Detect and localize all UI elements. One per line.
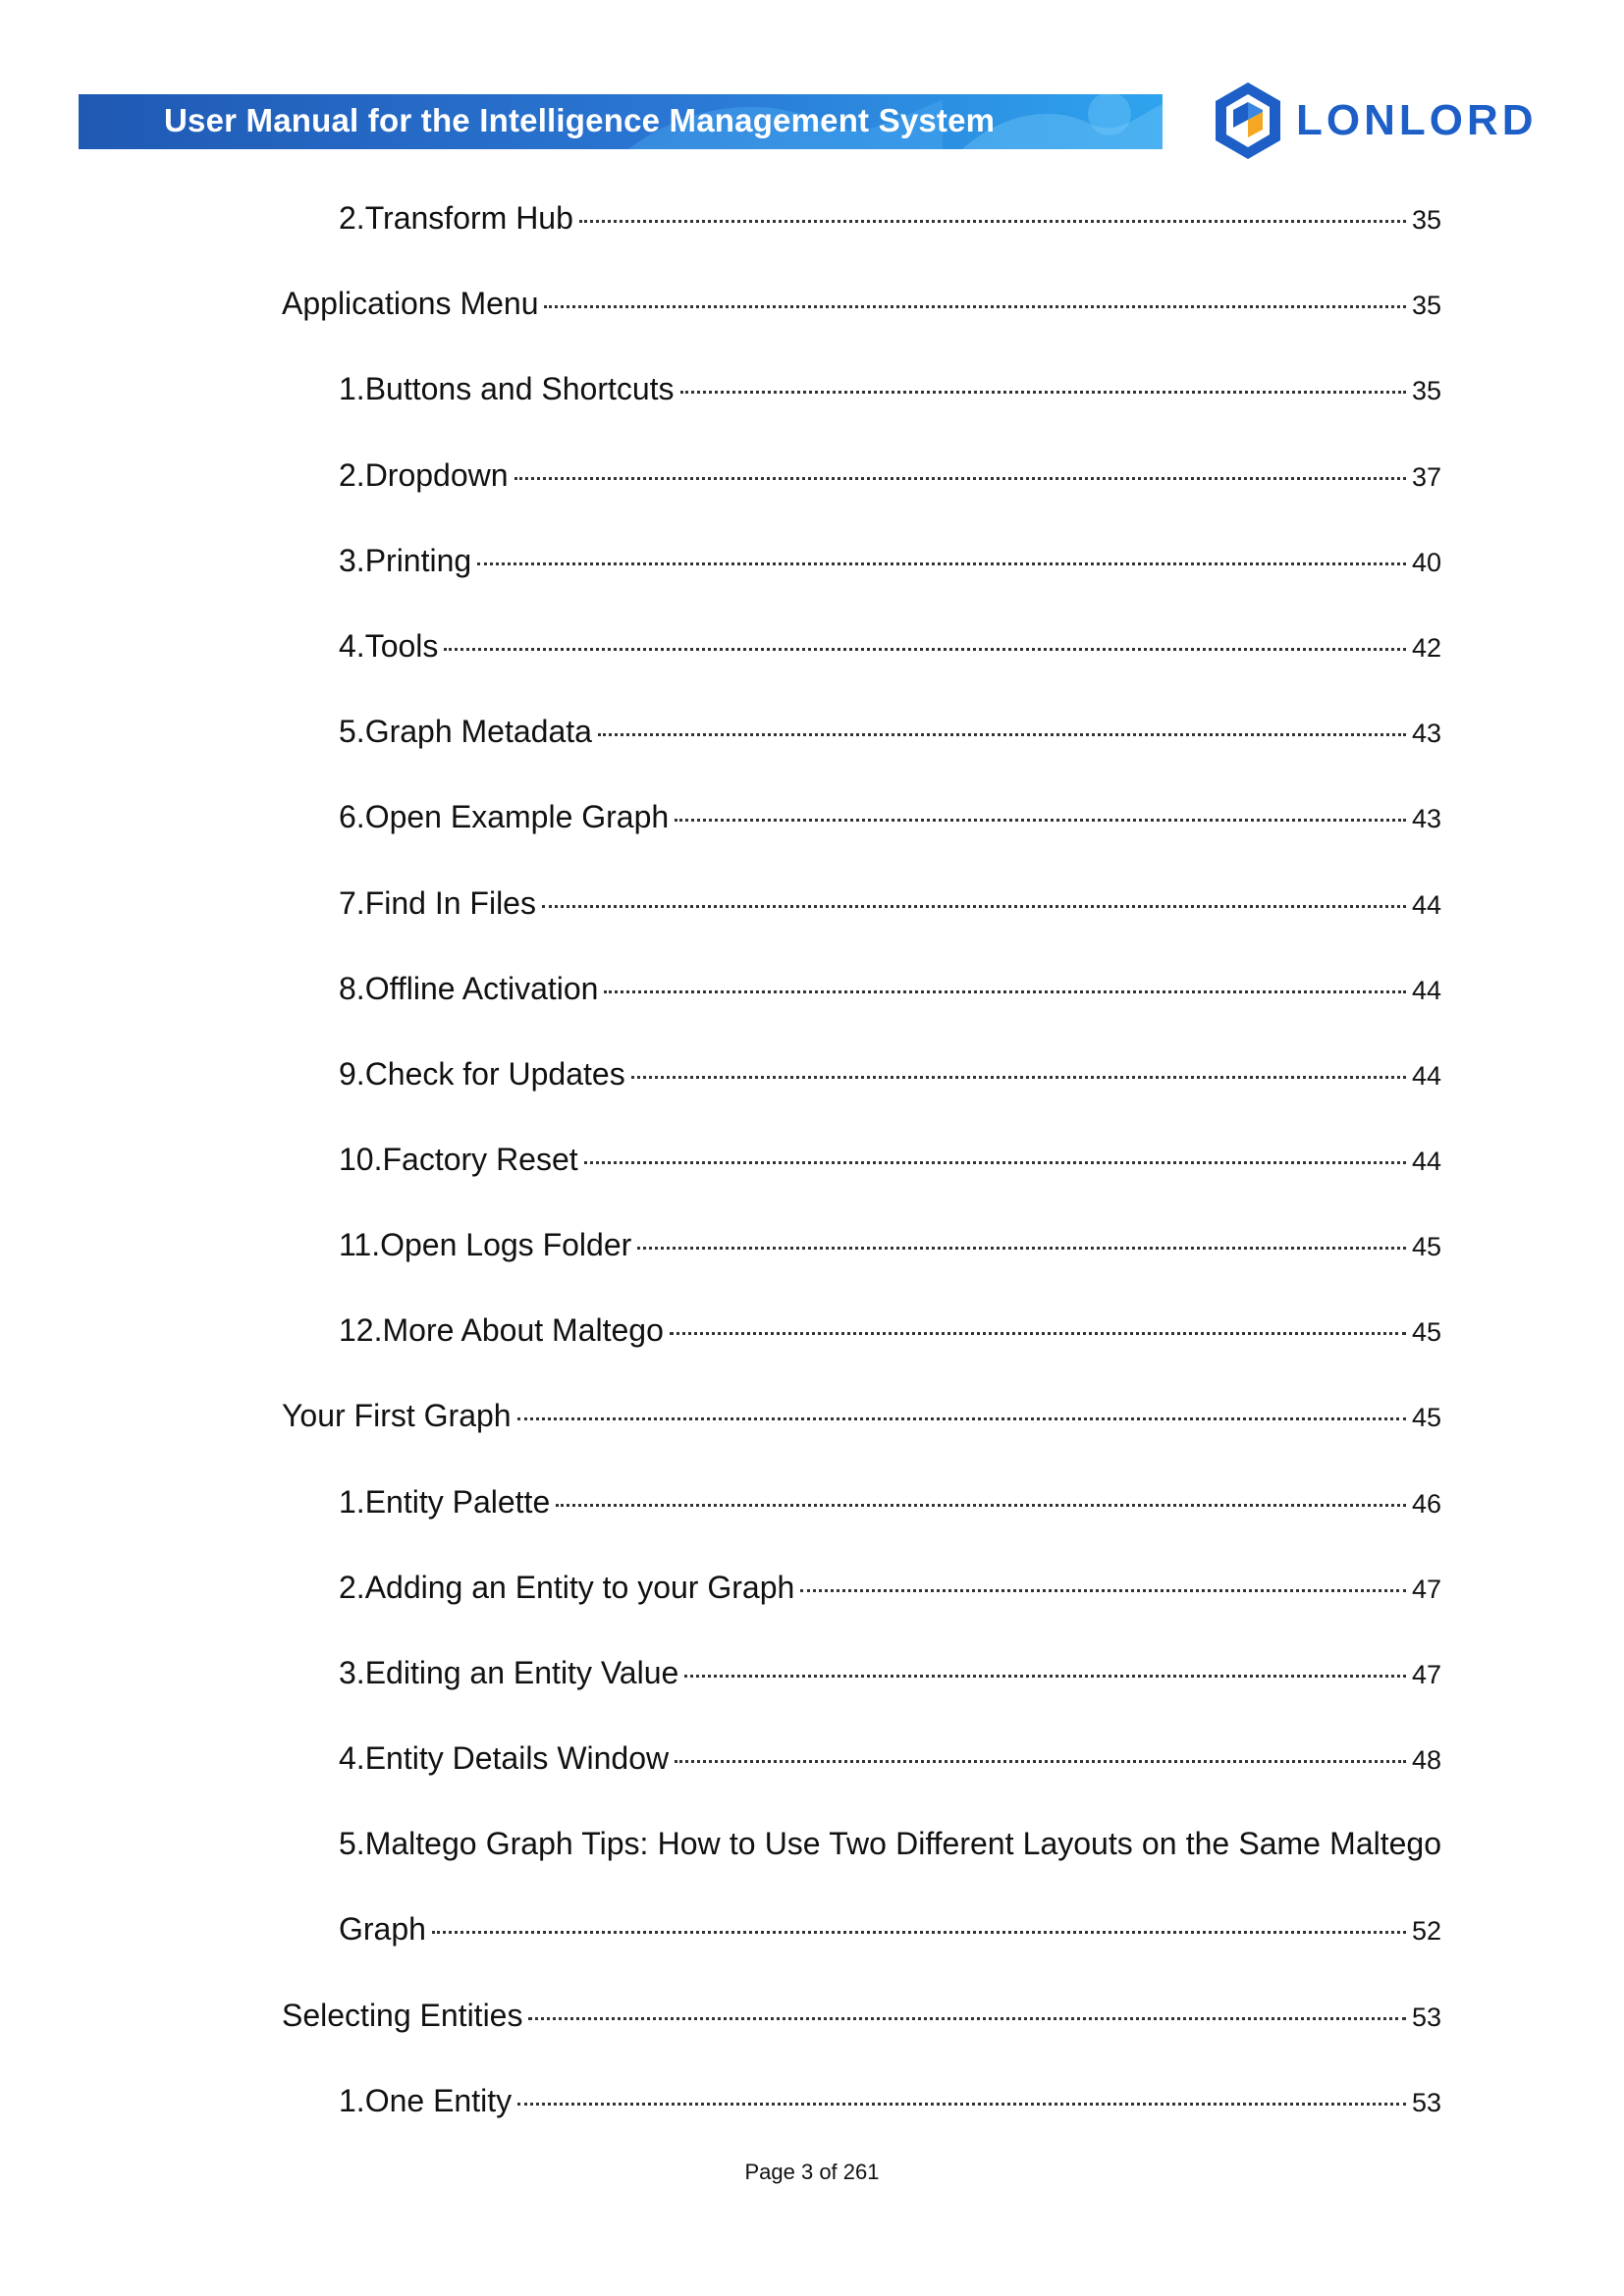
toc-entry-page: 48	[1411, 1745, 1441, 1775]
toc-entry-page: 35	[1411, 291, 1441, 320]
dot-leader	[684, 1675, 1406, 1678]
dot-leader	[544, 305, 1405, 308]
dot-leader	[598, 733, 1406, 736]
toc-entry-title: 5.Graph Metadata	[339, 714, 592, 749]
dot-leader	[514, 477, 1406, 480]
toc-entry-title: 8.Offline Activation	[339, 971, 599, 1006]
toc-entry-page: 53	[1411, 2088, 1441, 2117]
dot-leader	[637, 1247, 1406, 1250]
toc-entry-page: 44	[1411, 1061, 1441, 1091]
toc-entry[interactable]	[339, 1909, 1441, 1950]
toc-entry[interactable]	[339, 1054, 1441, 1095]
dot-leader	[556, 1504, 1406, 1507]
toc-entry[interactable]	[339, 1738, 1441, 1780]
toc-entry-page: 45	[1411, 1317, 1441, 1347]
toc-entry[interactable]	[339, 2081, 1441, 2122]
toc-entry-title: 2.Adding an Entity to your Graph	[339, 1570, 795, 1605]
company-logo	[1214, 80, 1538, 161]
dot-leader	[542, 905, 1406, 908]
toc-entry-page: 44	[1411, 976, 1441, 1005]
toc-entry-page: 37	[1411, 462, 1441, 492]
dot-leader	[477, 562, 1406, 565]
toc-entry-title: 1.Buttons and Shortcuts	[339, 371, 675, 406]
toc-entry[interactable]	[339, 883, 1441, 925]
toc-entry[interactable]	[339, 541, 1441, 582]
toc-entry-page: 47	[1411, 1575, 1441, 1604]
toc-entry[interactable]	[339, 969, 1441, 1010]
toc-entry[interactable]	[339, 198, 1441, 240]
toc-entry[interactable]	[339, 369, 1441, 410]
document-title: User Manual for the Intelligence Management System	[164, 102, 996, 138]
toc-entry[interactable]	[339, 1225, 1441, 1266]
toc-entry[interactable]	[339, 1568, 1441, 1609]
dot-leader	[675, 1760, 1406, 1763]
toc-entry-title-line1[interactable]: 5.Maltego Graph Tips: How to Use Two Different Layouts on the Same Maltego	[339, 1826, 1441, 1861]
dot-leader	[675, 819, 1406, 822]
toc-entry-title: Your First Graph	[282, 1398, 512, 1433]
toc-entry[interactable]	[339, 797, 1441, 838]
toc-entry-title-line2: Graph	[339, 1911, 426, 1947]
toc-entry[interactable]	[282, 1396, 1441, 1437]
toc-entry-page: 52	[1411, 1916, 1441, 1946]
toc-entry-page: 35	[1411, 205, 1441, 235]
toc-entry-title: Applications Menu	[282, 286, 539, 321]
dot-leader	[432, 1931, 1406, 1934]
toc-entry[interactable]	[339, 1482, 1441, 1523]
toc-entry-page: 45	[1411, 1232, 1441, 1261]
dot-leader	[517, 1417, 1406, 1420]
toc-entry-page: 43	[1411, 719, 1441, 748]
toc-entry[interactable]	[339, 712, 1441, 753]
toc-entry-page: 35	[1411, 376, 1441, 405]
toc-entry-page: 53	[1411, 2002, 1441, 2032]
page-number-footer: Page 3 of 261	[744, 2160, 880, 2184]
toc-entry-page: 42	[1411, 633, 1441, 663]
toc-entry-page: 47	[1411, 1660, 1441, 1689]
toc-entry[interactable]	[282, 1996, 1441, 2037]
toc-entry-title: 6.Open Example Graph	[339, 799, 670, 834]
dot-leader	[579, 220, 1406, 223]
toc-entry[interactable]	[339, 1653, 1441, 1694]
toc-entry[interactable]	[339, 626, 1441, 667]
dot-leader	[680, 391, 1406, 394]
dot-leader	[800, 1589, 1406, 1592]
toc-entry-title: 11.Open Logs Folder	[339, 1227, 632, 1262]
toc-entry-title: 4.Entity Details Window	[339, 1740, 670, 1776]
dot-leader	[584, 1161, 1406, 1164]
toc-entry-page: 46	[1411, 1489, 1441, 1519]
toc-entry-page: 44	[1411, 890, 1441, 920]
toc-entry[interactable]	[282, 284, 1441, 325]
dot-leader	[631, 1076, 1406, 1079]
toc-entry-title: Selecting Entities	[282, 1998, 523, 2033]
logo-wordmark: LONLORD	[1296, 96, 1538, 144]
toc-entry-title: 2.Transform Hub	[339, 200, 573, 236]
toc-entry-title: 10.Factory Reset	[339, 1142, 578, 1177]
toc-entry-title: 3.Editing an Entity Value	[339, 1655, 679, 1690]
toc-entry-page: 40	[1411, 548, 1441, 577]
toc-entry-page: 45	[1411, 1403, 1441, 1432]
toc-entry-title: 3.Printing	[339, 543, 472, 578]
dot-leader	[528, 2017, 1405, 2020]
toc-entry-title: 1.Entity Palette	[339, 1484, 551, 1520]
lonlord-logo-icon	[1214, 80, 1282, 161]
toc-entry-page: 44	[1411, 1147, 1441, 1176]
dot-leader	[517, 2103, 1406, 2106]
toc-entry[interactable]	[339, 1140, 1441, 1181]
dot-leader	[444, 648, 1406, 651]
toc-entry[interactable]	[339, 455, 1441, 497]
toc-entry-title: 2.Dropdown	[339, 457, 509, 493]
toc-entry-title: 1.One Entity	[339, 2083, 513, 2118]
toc-entry-page: 43	[1411, 804, 1441, 833]
dot-leader	[670, 1332, 1406, 1335]
dot-leader	[604, 990, 1406, 993]
header-banner	[79, 94, 1163, 149]
toc-entry-title: 12.More About Maltego	[339, 1312, 664, 1348]
toc-entry[interactable]	[339, 1310, 1441, 1352]
toc-entry-title: 7.Find In Files	[339, 885, 536, 921]
toc-entry-title: 4.Tools	[339, 628, 439, 664]
toc-entry-title: 9.Check for Updates	[339, 1056, 625, 1092]
